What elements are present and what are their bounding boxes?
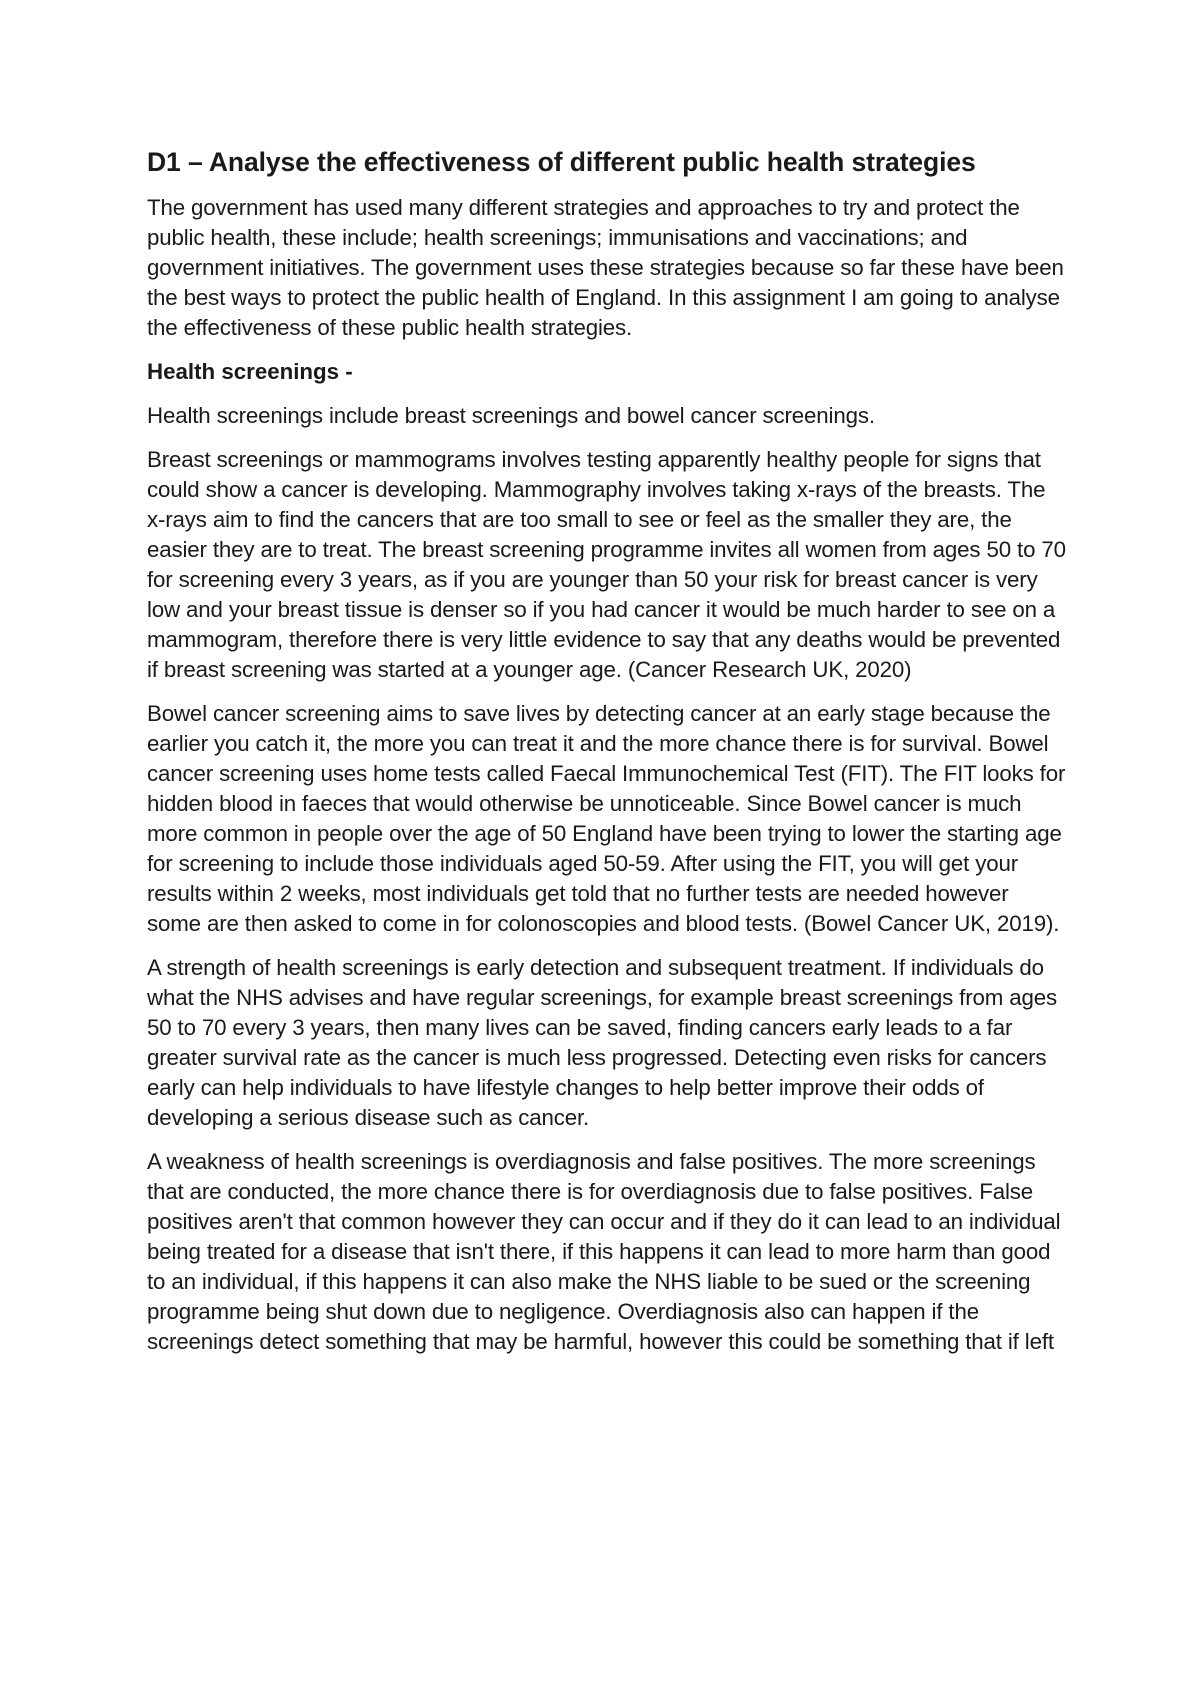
document-body [147, 145, 1067, 1371]
document-title: D1 – Analyse the effectiveness of different public health strategies [147, 147, 976, 177]
paragraph-weakness: A weakness of health screenings is overdiagnosis and false positives. The more screenings that are conducted, the more chance there is for overdiagnosis due to false positives. False positives aren't that common however they can occur and if they do it can lead to an individual being treated for a disease that isn't there, if this happens it can lead to more harm than good to an individual, if this happens it can also make the NHS liable to be sued or the screening programme being shut down due to negligence. Overdiagnosis also can happen if the screenings detect something that may be harmful, however this could be something that if left [147, 1149, 1061, 1354]
paragraph-bowel-cancer-screening: Bowel cancer screening aims to save lives by detecting cancer at an early stage because the earlier you catch it, the more you can treat it and the more chance there is for survival. Bowel cancer screening uses home tests called Faecal Immunochemical Test (FIT). The FIT looks for hidden blood in faeces that would otherwise be unnoticeable. Since Bowel cancer is much more common in people over the age of 50 England have been trying to lower the starting age for screening to include those individuals aged 50-59. After using the FIT, you will get your results within 2 weeks, most individuals get told that no further tests are needed however some are then asked to come in for colonoscopies and blood tests. (Bowel Cancer UK, 2019). [147, 701, 1066, 936]
paragraph-strength: A strength of health screenings is early detection and subsequent treatment. If individuals do what the NHS advises and have regular screenings, for example breast screenings from ages 50 to 70 every 3 years, then many lives can be saved, finding cancers early leads to a far greater survival rate as the cancer is much less progressed. Detecting even risks for cancers early can help individuals to have lifestyle changes to help better improve their odds of developing a serious disease such as cancer. [147, 955, 1057, 1130]
section-heading-health-screenings: Health screenings - [147, 359, 353, 384]
intro-paragraph: The government has used many different strategies and approaches to try and protect the public health, these include; health screenings; immunisations and vaccinations; and government initiatives. The government uses these strategies because so far these have been the best ways to protect the public health of England. In this assignment I am going to analyse the effectiveness of these public health strategies. [147, 195, 1064, 340]
paragraph-screenings-overview: Health screenings include breast screenings and bowel cancer screenings. [147, 403, 875, 428]
paragraph-breast-screenings: Breast screenings or mammograms involves testing apparently healthy people for signs that could show a cancer is developing. Mammography involves taking x-rays of the breasts. The x-rays aim to find the cancers that are too small to see or feel as the smaller they are, the easier they are to treat. The breast screening programme invites all women from ages 50 to 70 for screening every 3 years, as if you are younger than 50 your risk for breast cancer is very low and your breast tissue is denser so if you had cancer it would be much harder to see on a mammogram, therefore there is very little evidence to say that any deaths would be prevented if breast screening was started at a younger age. (Cancer Research UK, 2020) [147, 447, 1066, 682]
